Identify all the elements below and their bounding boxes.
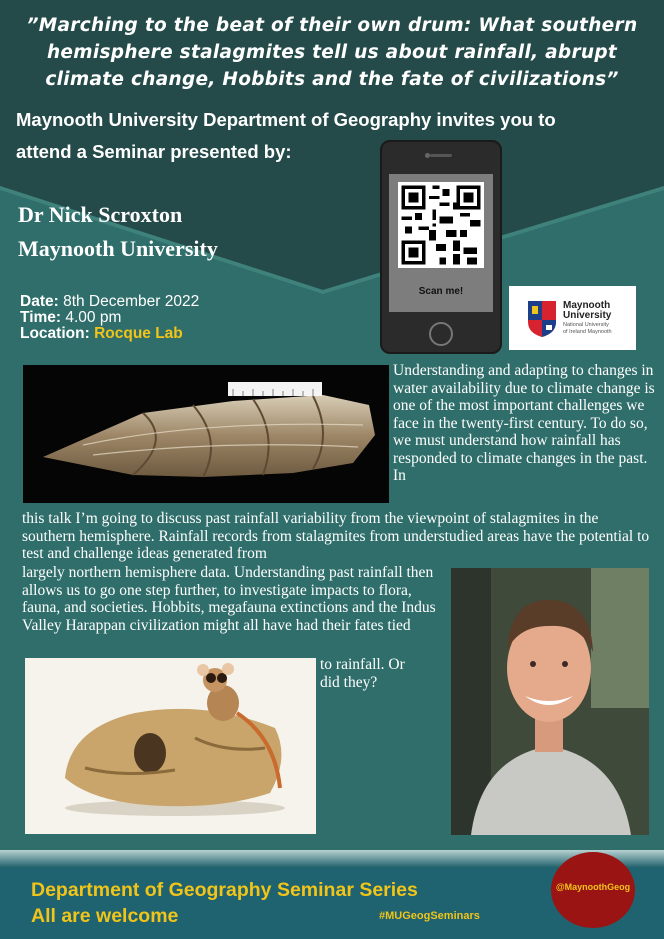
university-crest-icon: [527, 300, 557, 338]
presenter-name: Dr Nick Scroxton: [18, 202, 183, 227]
phone-speaker-icon: [430, 154, 452, 157]
time-value: 4.00 pm: [65, 309, 122, 326]
invitation-line-2: attend a Seminar presented by:: [16, 141, 292, 162]
invitation-line-1: Maynooth University Department of Geography invites you to: [16, 109, 556, 130]
qr-caption: Scan me!: [418, 286, 464, 297]
social-handle[interactable]: @MaynoothGeog: [555, 882, 631, 892]
location-value: Rocque Lab: [94, 325, 183, 342]
location-row: [20, 326, 199, 342]
abstract-part-3: largely northern hemisphere data. Understanding past rainfall then allows us to go one step further, to investigate impacts to flora, fauna, and societies. Hobbits, megafauna extinctions and the Indus Valley Harappan civilization might all have had their fates tied: [22, 564, 436, 634]
date-value: 8th December 2022: [63, 293, 200, 310]
presenter-photo: [451, 568, 649, 835]
phone-screen: [389, 174, 493, 312]
social-handle-badge[interactable]: [551, 852, 635, 928]
all-welcome-text: All are welcome: [31, 905, 179, 927]
logo-subtitle: National University of Ireland Maynooth: [563, 322, 612, 335]
hashtag[interactable]: #MUGeogSeminars: [379, 910, 480, 922]
logo-wordmark: Maynooth University: [563, 300, 612, 321]
phone-home-button-icon: [429, 322, 453, 346]
maynooth-university-logo: [509, 286, 636, 350]
presenter-block: [18, 198, 218, 266]
abstract-part-1: Understanding and adapting to changes in water availability due to climate change is one of the most important challenges we face in the twenty-first century. To do so, we must understand how rainfall has responded to climate changes in the past. In: [393, 362, 655, 484]
seminar-series-title: Department of Geography Seminar Series: [31, 879, 418, 901]
qr-code[interactable]: [398, 182, 484, 268]
location-label: Location:: [20, 325, 90, 342]
abstract-part-4: to rainfall. Or did they?: [320, 656, 405, 691]
abstract-part-2: this talk I’m going to discuss past rainfall variability from the viewpoint of stalagmites in the southern hemisphere. Rainfall records from stalagmites from understudied areas have the potential to test and challenge ideas generated from: [22, 510, 650, 562]
time-label: Time:: [20, 309, 62, 326]
stalagmite-photo: [23, 365, 389, 503]
date-row: [20, 294, 199, 310]
footer: [0, 850, 664, 939]
invitation-text: [16, 104, 616, 168]
time-row: [20, 310, 199, 326]
event-details: [20, 294, 199, 342]
phone-qr-graphic: [380, 140, 502, 354]
skull-mouse-illustration: [25, 658, 316, 834]
date-label: Date:: [20, 293, 59, 310]
presenter-affiliation: Maynooth University: [18, 236, 218, 261]
seminar-title: ”Marching to the beat of their own drum: What southern hemisphere stalagmites tell us about rainfall, abrupt climate change, Hobbits and the fate of civilizations”: [26, 15, 638, 90]
